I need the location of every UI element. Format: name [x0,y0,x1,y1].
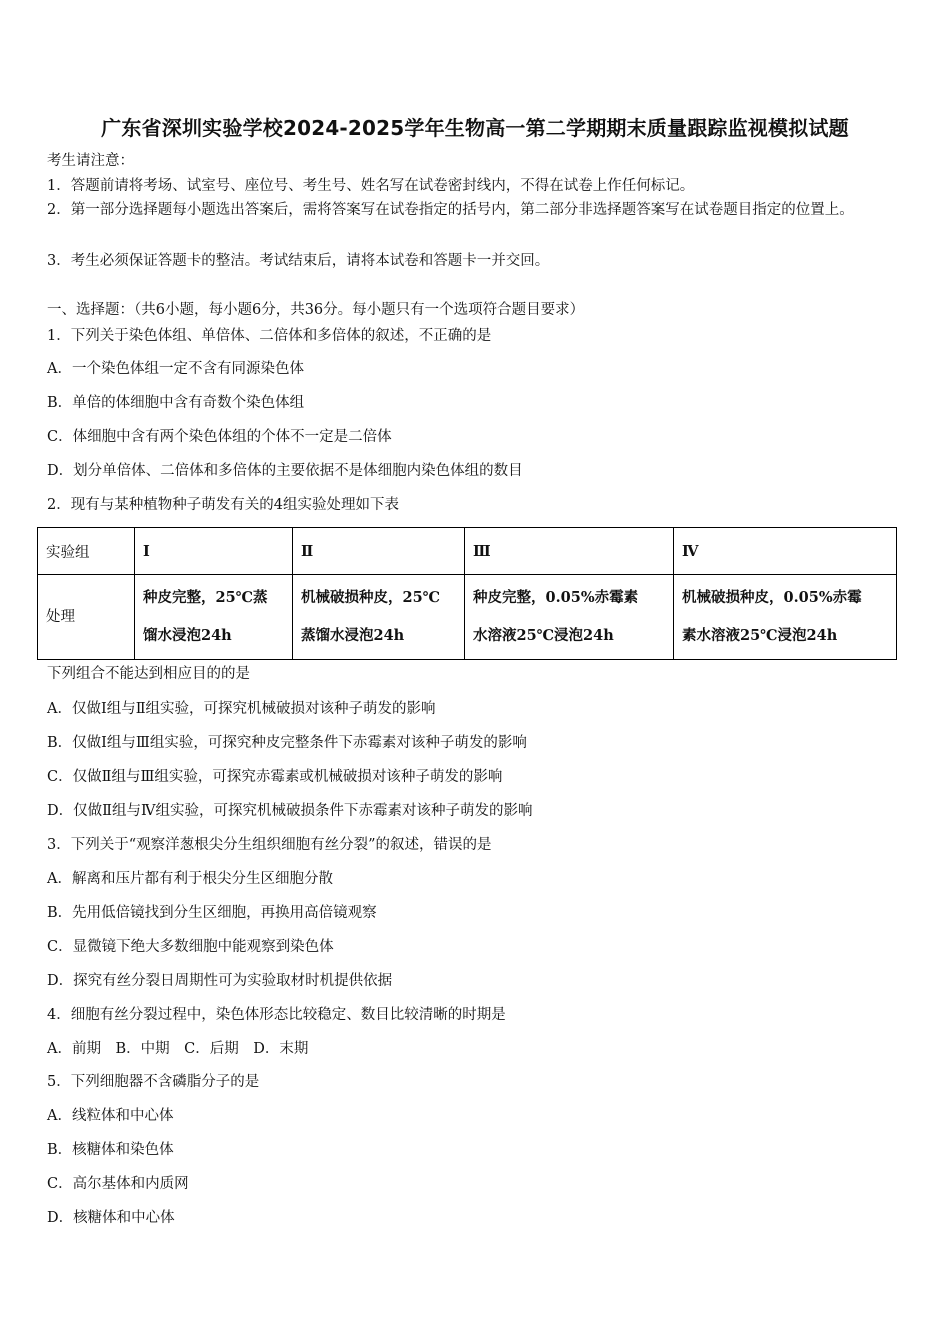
notice-item-1: 1．答题前请将考场、试室号、座位号、考生号、姓名写在试卷密封线内，不得在试卷上作任何标记。 [47,178,695,194]
q2-followup: 下列组合不能达到相应目的的是 [47,666,250,682]
q3-option-b: B．先用低倍镜找到分生区细胞，再换用高倍镜观察 [47,905,377,921]
section-heading: 一、选择题：（共6小题，每小题6分，共36分。每小题只有一个选项符合题目要求） [47,302,585,318]
q2-option-b: B．仅做Ⅰ组与Ⅲ组实验，可探究种皮完整条件下赤霉素对该种子萌发的影响 [47,735,527,751]
experiment-table [37,527,897,660]
q3-option-d: D．探究有丝分裂日周期性可为实验取材时机提供依据 [47,973,393,989]
table-cell: 种皮完整，25℃蒸 馏水浸泡24h [135,575,293,660]
q1-option-d: D．划分单倍体、二倍体和多倍体的主要依据不是体细胞内染色体组的数目 [47,463,523,479]
q4-stem: 4．细胞有丝分裂过程中，染色体形态比较稳定、数目比较清晰的时期是 [47,1007,506,1023]
q3-option-c: C．显微镜下绝大多数细胞中能观察到染色体 [47,939,334,955]
table-row [38,575,897,660]
table-header-cell: Ⅰ [135,528,293,575]
exam-title: 广东省深圳实验学校2024-2025学年生物高一第二学期期末质量跟踪监视模拟试题 [101,116,849,140]
q3-stem: 3．下列关于“观察洋葱根尖分生组织细胞有丝分裂”的叙述，错误的是 [47,837,492,853]
table-cell: 机械破损种皮，25℃ 蒸馏水浸泡24h [293,575,465,660]
q1-option-c: C．体细胞中含有两个染色体组的个体不一定是二倍体 [47,429,392,445]
q5-option-a: A．线粒体和中心体 [47,1108,174,1124]
table-header-cell: Ⅳ [674,528,897,575]
table-header-cell: Ⅲ [465,528,674,575]
q2-stem: 2．现有与某种植物种子萌发有关的4组实验处理如下表 [47,497,399,513]
q1-stem: 1．下列关于染色体组、单倍体、二倍体和多倍体的叙述，不正确的是 [47,328,492,344]
table-row-label: 处理 [38,575,135,660]
q5-option-c: C．高尔基体和内质网 [47,1176,189,1192]
q5-option-b: B．核糖体和染色体 [47,1142,174,1158]
table-cell: 种皮完整，0.05%赤霉素 水溶液25℃浸泡24h [465,575,674,660]
q2-option-c: C．仅做Ⅱ组与Ⅲ组实验，可探究赤霉素或机械破损对该种子萌发的影响 [47,769,503,785]
notice-heading: 考生请注意： [47,153,134,169]
q1-option-a: A．一个染色体组一定不含有同源染色体 [47,361,304,377]
q5-option-d: D．核糖体和中心体 [47,1210,175,1226]
table-cell: 机械破损种皮，0.05%赤霉 素水溶液25℃浸泡24h [674,575,897,660]
q4-options: A．前期 B．中期 C．后期 D．末期 [47,1041,309,1057]
q1-option-b: B．单倍的体细胞中含有奇数个染色体组 [47,395,305,411]
table-header-cell: 实验组 [38,528,135,575]
q3-option-a: A．解离和压片都有利于根尖分生区细胞分散 [47,871,333,887]
notice-item-3: 3．考生必须保证答题卡的整洁。考试结束后，请将本试卷和答题卡一并交回。 [47,253,550,269]
table-header-cell: Ⅱ [293,528,465,575]
table-header-row [38,528,897,575]
q2-option-a: A．仅做Ⅰ组与Ⅱ组实验，可探究机械破损对该种子萌发的影响 [47,701,436,717]
q5-stem: 5．下列细胞器不含磷脂分子的是 [47,1074,260,1090]
notice-item-2: 2．第一部分选择题每小题选出答案后，需将答案写在试卷指定的括号内，第二部分非选择题答案写在试卷题目指定的位置上。 [47,202,854,218]
q2-option-d: D．仅做Ⅱ组与Ⅳ组实验，可探究机械破损条件下赤霉素对该种子萌发的影响 [47,803,533,819]
